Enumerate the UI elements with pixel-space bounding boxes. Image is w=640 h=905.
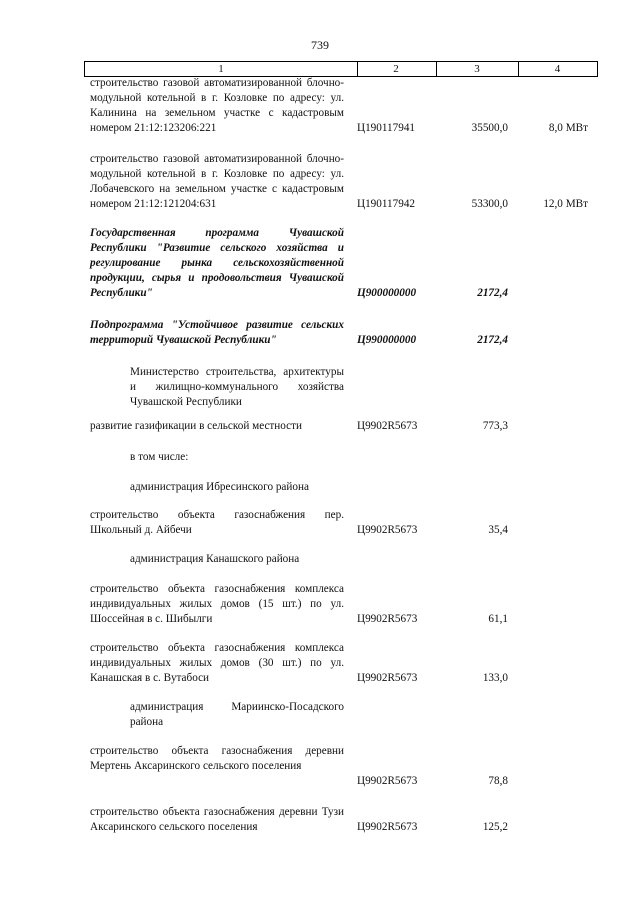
row-code: Ц190117941 xyxy=(357,122,416,134)
row-description: строительство объекта газоснабжения деревни Тузи Аксаринского сельского поселения xyxy=(90,806,344,833)
program-title: Государственная программа Чувашской Республики "Развитие сельского хозяйства и регулирование рынка сельскохозяйственной продукции, сырья и продовольствия Чувашской Республики" xyxy=(90,227,344,299)
header-col-4: 4 xyxy=(518,62,598,76)
table-header-row xyxy=(84,61,598,77)
row-description: строительство объекта газоснабжения комплекса индивидуальных жилых домов (30 шт.) по ул. Канашская в с. Вутабоси xyxy=(90,642,344,684)
row-code: Ц190117942 xyxy=(357,198,416,210)
row-description: в том числе: xyxy=(130,451,189,463)
row-power: 12,0 МВт xyxy=(543,198,588,210)
page-number: 739 xyxy=(311,38,329,52)
row-amount: 78,8 xyxy=(488,775,508,787)
row-amount: 133,0 xyxy=(482,672,508,684)
ministry-name: Министерство строительства, архитектуры и жилищно-коммунального хозяйства Чувашской Республики xyxy=(130,366,344,408)
row-code: Ц900000000 xyxy=(357,287,417,299)
row-amount: 2172,4 xyxy=(477,287,508,299)
row-code: Ц9902R5673 xyxy=(357,613,418,625)
header-col-2: 2 xyxy=(356,62,437,76)
row-code: Ц9902R5673 xyxy=(357,524,418,536)
row-description: строительство объекта газоснабжения комплекса индивидуальных жилых домов (15 шт.) по ул. Шоссейная в с. Шибылги xyxy=(90,583,344,625)
row-description: строительство объекта газоснабжения деревни Мертень Аксаринского сельского поселения xyxy=(90,745,344,772)
row-amount: 773,3 xyxy=(482,420,508,432)
row-amount: 35,4 xyxy=(488,524,508,536)
row-code: Ц9902R5673 xyxy=(357,821,418,833)
header-col-1: 1 xyxy=(84,62,358,76)
row-amount: 53300,0 xyxy=(471,198,508,210)
row-power: 8,0 МВт xyxy=(548,122,588,134)
subprogram-title: Подпрограмма "Устойчивое развитие сельских территорий Чувашской Республики" xyxy=(90,319,344,346)
administration-name: администрация Мариинско-Посадского района xyxy=(130,701,344,728)
row-amount: 125,2 xyxy=(482,821,508,833)
row-description: строительство объекта газоснабжения пер. Школьный д. Айбечи xyxy=(90,509,344,536)
row-amount: 61,1 xyxy=(488,613,508,625)
administration-name: администрация Канашского района xyxy=(130,553,300,565)
row-code: Ц9902R5673 xyxy=(357,775,418,787)
header-col-3: 3 xyxy=(436,62,519,76)
row-description: строительство газовой автоматизированной блочно-модульной котельной в г. Козловке по адресу: ул. Лобачевского на земельном участке с кадастровым номером 21:12:121204:631 xyxy=(90,153,344,210)
row-code: Ц9902R5673 xyxy=(357,420,418,432)
row-amount: 35500,0 xyxy=(471,122,508,134)
row-description: строительство газовой автоматизированной блочно-модульной котельной в г. Козловке по адресу: ул. Калинина на земельном участке с кадастровым номером 21:12:123206:221 xyxy=(90,77,344,134)
administration-name: администрация Ибресинского района xyxy=(130,481,309,493)
row-amount: 2172,4 xyxy=(477,334,508,346)
row-code: Ц990000000 xyxy=(357,334,417,346)
row-code: Ц9902R5673 xyxy=(357,672,418,684)
row-description: развитие газификации в сельской местности xyxy=(90,420,302,432)
